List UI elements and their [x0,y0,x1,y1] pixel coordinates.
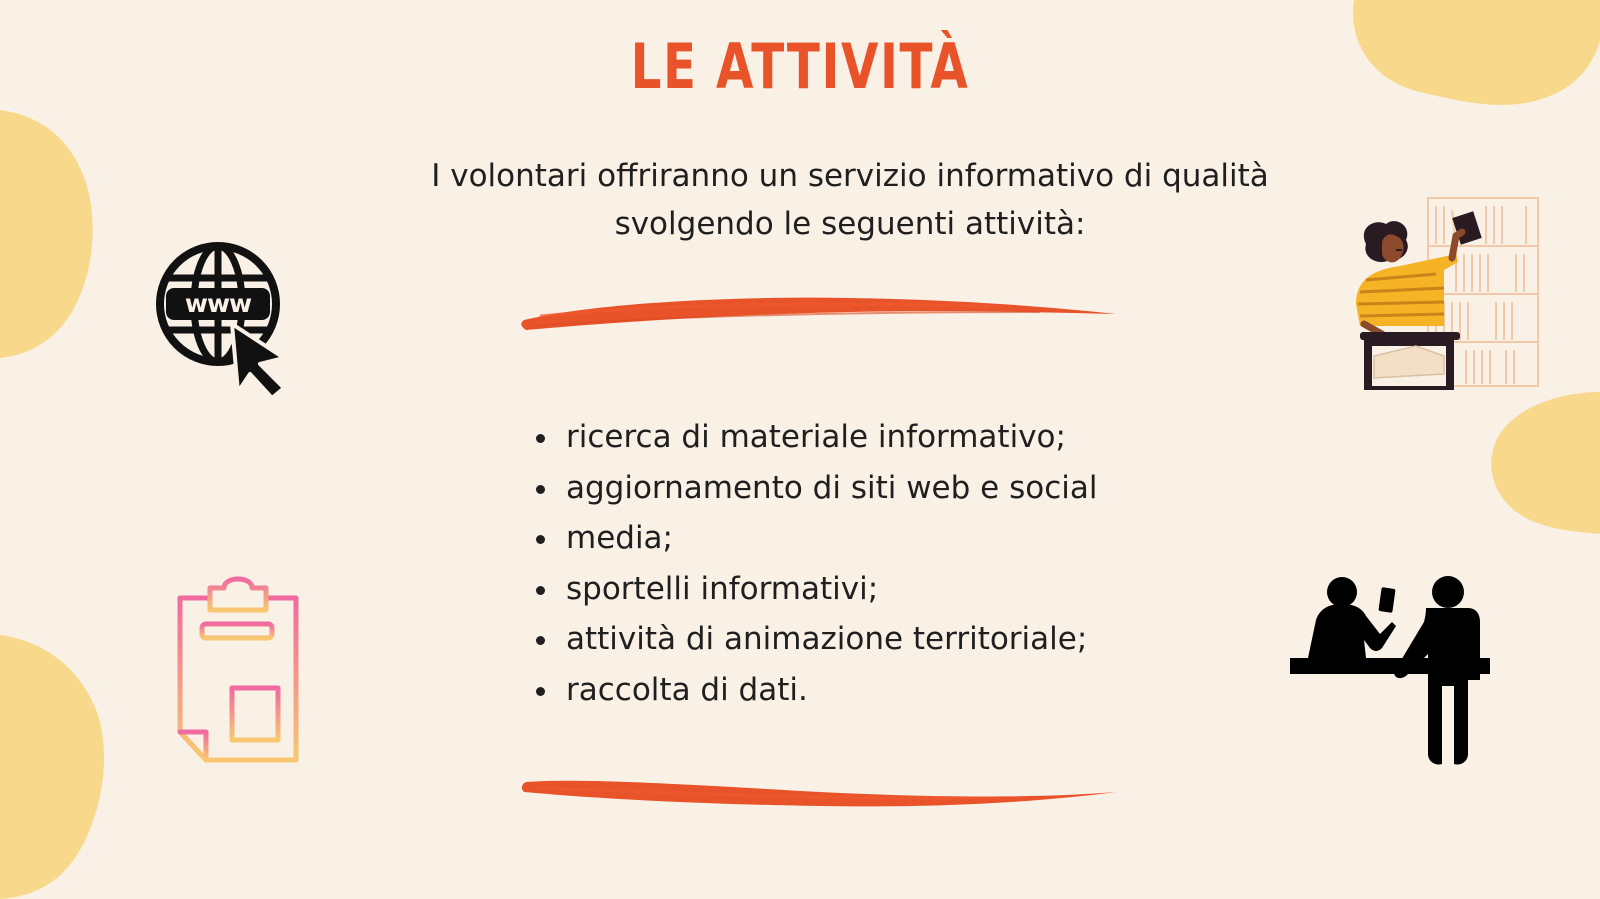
intro-text: I volontari offriranno un servizio informativo di qualità svolgendo le seguenti attività: [431,158,1269,242]
clipboard-icon [170,572,306,768]
list-item: ricerca di materiale informativo; [528,412,1228,463]
list-item: raccolta di dati. [528,665,1228,716]
decorative-blob-left-lower [0,635,110,899]
brush-stroke-top [520,292,1120,338]
help-desk-icon [1290,576,1490,772]
decorative-blob-left-upper [0,110,100,360]
page-title: LE ATTIVITÀ [630,30,970,103]
librarian-illustration [1356,196,1542,396]
list-item: aggiornamento di siti web e social [528,463,1228,514]
list-item: media; [528,513,1228,564]
list-item: sportelli informativi; [528,564,1228,615]
globe-icon [152,240,297,405]
brush-stroke-bottom [520,774,1120,820]
activity-list [528,412,1228,715]
decorative-blob-right-middle [1490,392,1600,542]
list-item: attività di animazione territoriale; [528,614,1228,665]
www-label: www [184,289,252,318]
